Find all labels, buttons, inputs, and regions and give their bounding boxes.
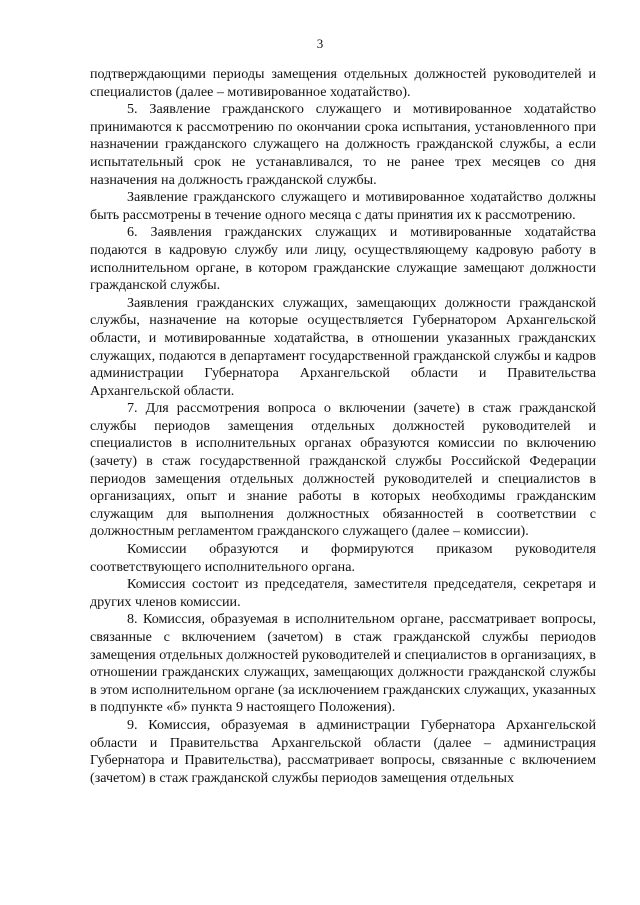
document-body: [90, 66, 596, 787]
paragraph-continuation: подтверждающими периоды замещения отдельных должностей руководителей и специалистов (далее – мотивированное ходатайство).: [90, 66, 596, 100]
page-number: 3: [316, 36, 324, 51]
paragraph-item-6-governor-appointees: Заявления гражданских служащих, замещающих должности гражданской службы, назначение на которые осуществляется Губернатором Архангельской области, и мотивированные ходатайства, в отношении указанных гражданских служащих, подаются в департамент государственной гражданской службы и кадров администрации Губернатора Архангельской области и Правительства Архангельской области.: [90, 294, 596, 399]
paragraph-item-9: 9. Комиссия, образуемая в администрации Губернатора Архангельской области и Правительства Архангельской области (далее – администрация Губернатора и Правительства), рассматривает вопросы, связанные с включением (зачетом) в стаж гражданской службы периодов замещения отдельных: [90, 716, 596, 786]
paragraph-item-7: 7. Для рассмотрения вопроса о включении (зачете) в стаж гражданской службы периодов замещения отдельных должностей руководителей и специалистов в исполнительных органах образуются комиссии по включению (зачету) в стаж государственной гражданской службы Российской Федерации периодов замещения отдельных должностей руководителей и специалистов в организациях, опыт и знание работы в которых необходимы гражданским служащим для выполнения должностных обязанностей в соответствии с должностным регламентом гражданского служащего (далее – комиссии).: [90, 400, 596, 540]
paragraph-item-7-commission-formation: Комиссии образуются и формируются приказом руководителя соответствующего исполнительного органа.: [90, 541, 596, 575]
paragraph-item-5: 5. Заявление гражданского служащего и мотивированное ходатайство принимаются к рассмотрению по окончании срока испытания, установленного при назначении гражданского служащего на должность гражданской службы, а если испытательный срок не устанавливался, то не ранее трех месяцев со дня назначения на должность гражданской службы.: [90, 101, 596, 188]
paragraph-item-7-commission-composition: Комиссия состоит из председателя, заместителя председателя, секретаря и других членов комиссии.: [90, 576, 596, 610]
paragraph-item-8: 8. Комиссия, образуемая в исполнительном органе, рассматривает вопросы, связанные с включением (зачетом) в стаж гражданской службы периодов замещения отдельных должностей руководителей и специалистов в организациях, в отношении гражданских служащих, замещающих должности гражданской службы в этом исполнительном органе (за исключением гражданских служащих, указанных в подпункте «б» пункта 9 настоящего Положения).: [90, 611, 596, 716]
paragraph-item-6: 6. Заявления гражданских служащих и мотивированные ходатайства подаются в кадровую службу или лицу, осуществляющему кадровую работу в исполнительном органе, в котором гражданские служащие замещают должности гражданской службы.: [90, 224, 596, 294]
paragraph-item-5-review-term: Заявление гражданского служащего и мотивированное ходатайство должны быть рассмотрены в течение одного месяца с даты принятия их к рассмотрению.: [90, 189, 596, 223]
